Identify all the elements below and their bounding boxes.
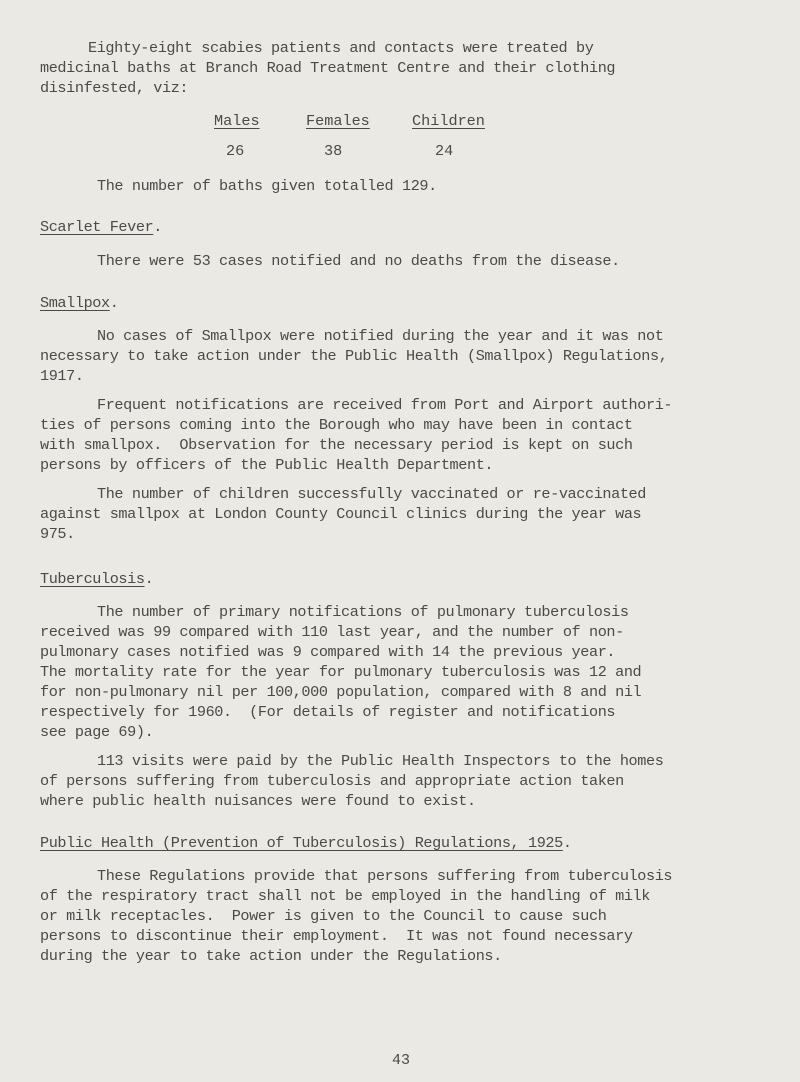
- tb-p1-line-1: The number of primary notifications of pulmonary tuberculosis: [97, 603, 629, 621]
- regulations-p1-line-3: or milk receptacles. Power is given to the Council to cause such: [40, 907, 607, 925]
- tb-p1-line-7: see page 69).: [40, 723, 154, 741]
- tb-p1-line-6: respectively for 1960. (For details of register and notifications: [40, 703, 616, 721]
- scabies-intro-line-3: disinfested, viz:: [40, 79, 189, 97]
- smallpox-heading-text: Smallpox: [40, 294, 110, 312]
- regulations-heading-text: Public Health (Prevention of Tuberculosis) Regulations, 1925: [40, 834, 563, 852]
- tb-p2-line-2: of persons suffering from tuberculosis and appropriate action taken: [40, 772, 624, 790]
- smallpox-p2-line-2: ties of persons coming into the Borough who may have been in contact: [40, 416, 633, 434]
- regulations-p1-line-5: during the year to take action under the Regulations.: [40, 947, 502, 965]
- tuberculosis-heading-text: Tuberculosis: [40, 570, 145, 588]
- tb-p1-line-4: The mortality rate for the year for pulmonary tuberculosis was 12 and: [40, 663, 642, 681]
- scabies-intro-line-2: medicinal baths at Branch Road Treatment Centre and their clothing: [40, 59, 616, 77]
- regulations-p1-line-1: These Regulations provide that persons suffering from tuberculosis: [97, 867, 673, 885]
- smallpox-p1-line-3: 1917.: [40, 367, 84, 385]
- tb-p2-line-1: 113 visits were paid by the Public Health Inspectors to the homes: [97, 752, 664, 770]
- table-value-children: 24: [435, 142, 454, 160]
- tb-p1-line-5: for non-pulmonary nil per 100,000 population, compared with 8 and nil: [40, 683, 642, 701]
- tb-p1-line-3: pulmonary cases notified was 9 compared with 14 the previous year.: [40, 643, 616, 661]
- scarlet-fever-line-1: There were 53 cases notified and no deaths from the disease.: [97, 252, 620, 270]
- smallpox-p2-line-3: with smallpox. Observation for the necessary period is kept on such: [40, 436, 633, 454]
- regulations-p1-line-2: of the respiratory tract shall not be employed in the handling of milk: [40, 887, 650, 905]
- table-value-females: 38: [324, 142, 343, 160]
- table-header-females: Females: [306, 112, 370, 130]
- scarlet-fever-heading: Scarlet Fever.: [40, 218, 163, 236]
- smallpox-p3-line-2: against smallpox at London County Council clinics during the year was: [40, 505, 642, 523]
- smallpox-p2-line-1: Frequent notifications are received from Port and Airport authori-: [97, 396, 673, 414]
- table-header-children: Children: [412, 112, 485, 130]
- regulations-p1-line-4: persons to discontinue their employment. It was not found necessary: [40, 927, 633, 945]
- table-header-males: Males: [214, 112, 260, 130]
- tuberculosis-heading: Tuberculosis.: [40, 570, 154, 588]
- regulations-heading: Public Health (Prevention of Tuberculosis) Regulations, 1925.: [40, 834, 572, 852]
- scarlet-fever-heading-text: Scarlet Fever: [40, 218, 154, 236]
- smallpox-heading: Smallpox.: [40, 294, 119, 312]
- page-number: 43: [392, 1052, 411, 1069]
- smallpox-p1-line-1: No cases of Smallpox were notified during the year and it was not: [97, 327, 664, 345]
- smallpox-p3-line-1: The number of children successfully vaccinated or re-vaccinated: [97, 485, 646, 503]
- smallpox-p3-line-3: 975.: [40, 525, 75, 543]
- smallpox-p2-line-4: persons by officers of the Public Health Department.: [40, 456, 494, 474]
- tb-p1-line-2: received was 99 compared with 110 last year, and the number of non-: [40, 623, 624, 641]
- table-value-males: 26: [226, 142, 245, 160]
- baths-total-line: The number of baths given totalled 129.: [97, 177, 437, 195]
- tb-p2-line-3: where public health nuisances were found to exist.: [40, 792, 476, 810]
- smallpox-p1-line-2: necessary to take action under the Public Health (Smallpox) Regulations,: [40, 347, 668, 365]
- scabies-intro-line-1: Eighty-eight scabies patients and contacts were treated by: [88, 39, 594, 57]
